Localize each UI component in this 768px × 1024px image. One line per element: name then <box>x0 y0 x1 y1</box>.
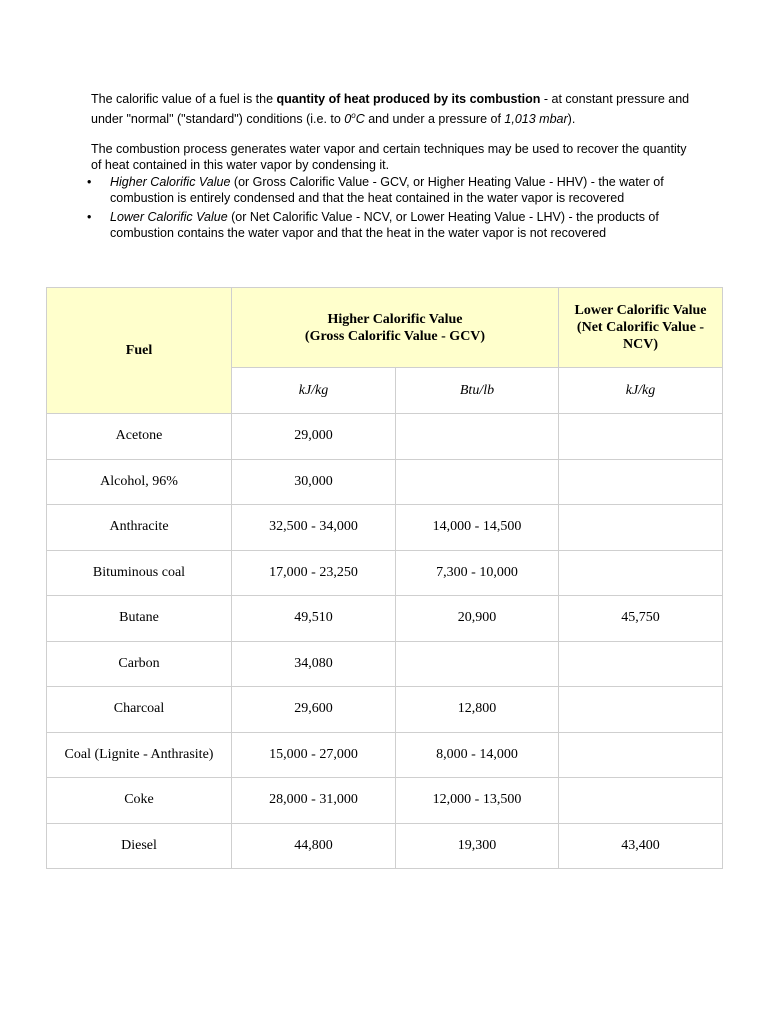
table-row <box>47 778 723 824</box>
temperature-value: 0$^o$C <box>344 110 365 126</box>
lcv-kj-cell <box>559 687 723 733</box>
fuel-cell: Coal (Lignite - Anthrasite) <box>47 732 232 778</box>
fuel-cell: Diesel <box>47 823 232 869</box>
hcv-kj-cell: 29,600 <box>232 687 396 733</box>
fuel-cell: Alcohol, 96% <box>47 459 232 505</box>
higher-calorific-header: Higher Calorific Value (Gross Calorific Value - GCV) <box>232 288 559 368</box>
lcv-kj-cell <box>559 641 723 687</box>
table-row <box>47 732 723 778</box>
hcv-kj-cell: 30,000 <box>232 459 396 505</box>
hcv-btu-cell <box>396 459 559 505</box>
hcv-kj-cell: 44,800 <box>232 823 396 869</box>
table-row <box>47 823 723 869</box>
hcv-btu-cell: 7,300 - 10,000 <box>396 550 559 596</box>
intro-text <box>91 92 691 245</box>
table-row <box>47 505 723 551</box>
lcv-kj-cell: 43,400 <box>559 823 723 869</box>
unit-kj-per-kg: kJ/kg <box>232 368 396 414</box>
hcv-kj-cell: 29,000 <box>232 414 396 460</box>
pressure-value: 1,013 mbar <box>504 111 568 126</box>
fuel-cell: Anthracite <box>47 505 232 551</box>
fuel-cell: Bituminous coal <box>47 550 232 596</box>
list-item: • Lower Calorific Value (or Net Calorific Value - NCV, or Lower Heating Value - LHV) - the products of combustion contains the water vapor and that the heat in the water vapor is not recovered <box>91 210 691 241</box>
lcv-kj-cell <box>559 778 723 824</box>
hcv-btu-cell: 14,000 - 14,500 <box>396 505 559 551</box>
hcv-btu-cell: 20,900 <box>396 596 559 642</box>
lcv-kj-cell <box>559 459 723 505</box>
hcv-kj-cell: 15,000 - 27,000 <box>232 732 396 778</box>
hcv-btu-cell: 12,000 - 13,500 <box>396 778 559 824</box>
calorific-definitions-list <box>91 175 691 241</box>
table-row <box>47 596 723 642</box>
lcv-kj-cell <box>559 550 723 596</box>
fuel-cell: Acetone <box>47 414 232 460</box>
fuel-cell: Butane <box>47 596 232 642</box>
lower-calorific-term: Lower Calorific Value <box>110 210 228 225</box>
hcv-btu-cell: 12,800 <box>396 687 559 733</box>
fuel-cell: Charcoal <box>47 687 232 733</box>
table-row <box>47 641 723 687</box>
hcv-kj-cell: 49,510 <box>232 596 396 642</box>
fuel-column-header: Fuel <box>47 288 232 414</box>
hcv-btu-cell: 19,300 <box>396 823 559 869</box>
table-header-row <box>47 288 723 368</box>
hcv-btu-cell <box>396 414 559 460</box>
lcv-kj-cell <box>559 505 723 551</box>
table-row <box>47 550 723 596</box>
fuel-cell: Carbon <box>47 641 232 687</box>
lower-calorific-header: Lower Calorific Value (Net Calorific Value - NCV) <box>559 288 723 368</box>
hcv-kj-cell: 17,000 - 23,250 <box>232 550 396 596</box>
definition-paragraph: The calorific value of a fuel is the quantity of heat produced by its combustion - at constant pressure and under "normal" ("standard") conditions (i.e. to 0$^o$C and under a pressure of 1,013 mbar). <box>91 92 690 126</box>
hcv-kj-cell: 28,000 - 31,000 <box>232 778 396 824</box>
calorific-value-table <box>46 287 723 869</box>
higher-calorific-term: Higher Calorific Value <box>110 175 231 190</box>
hcv-btu-cell <box>396 641 559 687</box>
fuel-cell: Coke <box>47 778 232 824</box>
lcv-kj-cell: 45,750 <box>559 596 723 642</box>
lcv-kj-cell <box>559 732 723 778</box>
list-item: • Higher Calorific Value (or Gross Calorific Value - GCV, or Higher Heating Value - HHV) - the water of combustion is entirely condensed and that the heat contained in the water vapor is recovered <box>91 175 691 206</box>
hcv-kj-cell: 34,080 <box>232 641 396 687</box>
table-row <box>47 414 723 460</box>
unit-btu-per-lb: Btu/lb <box>396 368 559 414</box>
hcv-kj-cell: 32,500 - 34,000 <box>232 505 396 551</box>
hcv-btu-cell: 8,000 - 14,000 <box>396 732 559 778</box>
lcv-kj-cell <box>559 414 723 460</box>
table-row <box>47 459 723 505</box>
combustion-paragraph: The combustion process generates water vapor and certain techniques may be used to recover the quantity of heat contained in this water vapor by condensing it. <box>91 142 687 172</box>
table-row <box>47 687 723 733</box>
unit-lcv-kj-per-kg: kJ/kg <box>559 368 723 414</box>
definition-emphasis: quantity of heat produced by its combustion <box>276 92 541 106</box>
